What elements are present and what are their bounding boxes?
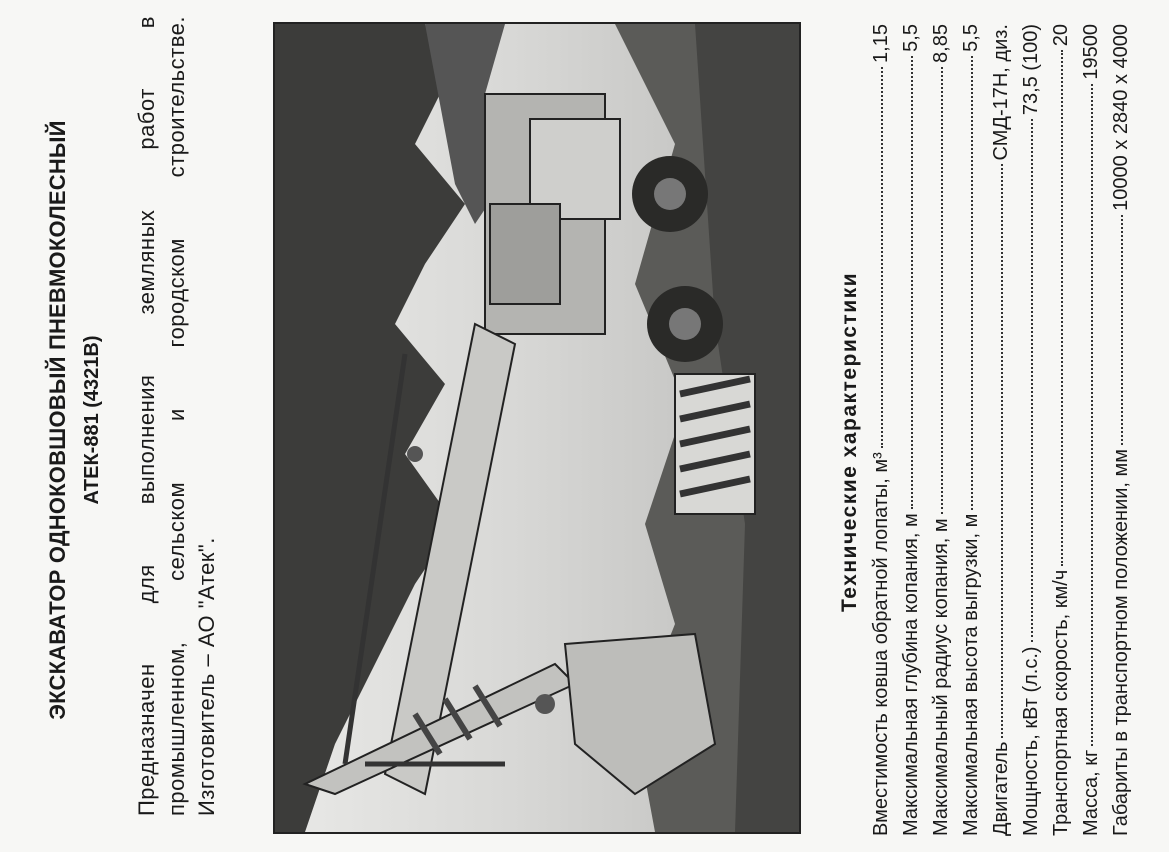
spec-label: Вместимость ковша обратной лопаты, м³ <box>870 452 892 836</box>
spec-row <box>990 24 1020 836</box>
spec-value: 5,5 <box>900 24 922 52</box>
spec-row <box>1020 24 1050 836</box>
spec-label: Максимальная высота выгрузки, м <box>960 513 982 836</box>
spec-label: Масса, кг <box>1080 749 1102 836</box>
spec-label: Габариты в транспортном положении, мм <box>1110 448 1132 836</box>
spec-row <box>1080 24 1110 836</box>
specs-heading: Технические характеристики <box>838 271 861 612</box>
spec-label: Двигатель <box>990 741 1012 836</box>
spec-row <box>900 24 930 836</box>
spec-label: Максимальная глубина копания, м <box>900 513 922 836</box>
leader-dots <box>1121 215 1123 445</box>
spec-row <box>960 24 990 836</box>
title-line-1: ЭКСКАВАТОР ОДНОКОВШОВЫЙ ПНЕВМОКОЛЕСНЫЙ <box>45 120 70 720</box>
spec-value: 19500 <box>1080 24 1102 80</box>
spec-value: 5,5 <box>960 24 982 52</box>
spec-value: 73,5 (100) <box>1020 24 1042 116</box>
description-line-1: Предназначен для выполнения земляных работ в <box>134 16 159 816</box>
excavator-photo <box>273 22 801 834</box>
leader-dots <box>1091 84 1093 746</box>
description-line-2: промышленном, сельском и городском строительстве. <box>164 16 189 816</box>
spec-value: СМД-17Н, диз. <box>990 24 1012 161</box>
spec-label: Мощность, кВт (л.с.) <box>1020 646 1042 836</box>
spec-row <box>1110 24 1140 836</box>
document-title <box>40 30 108 810</box>
spec-label: Максимальный радиус копания, м <box>930 518 952 836</box>
spec-row <box>1050 24 1080 836</box>
leader-dots <box>881 67 883 448</box>
spec-row <box>870 24 900 836</box>
spec-value: 10000 x 2840 x 4000 <box>1110 24 1132 211</box>
leader-dots <box>1001 164 1003 737</box>
leader-dots <box>1061 50 1063 566</box>
spec-label: Транспортная скорость, км/ч <box>1050 569 1072 836</box>
leader-dots <box>911 56 913 509</box>
description-line-3: Изготовитель – АО "Атек". <box>194 537 219 816</box>
spec-value: 8,85 <box>930 24 952 63</box>
leader-dots <box>971 56 973 510</box>
title-line-2: АТЕК-881 (4321В) <box>81 335 103 505</box>
spec-row <box>930 24 960 836</box>
spec-value: 20 <box>1050 24 1072 47</box>
leader-dots <box>941 67 943 514</box>
spec-value: 1,15 <box>870 24 892 63</box>
description <box>132 16 222 816</box>
leader-dots <box>1031 119 1033 642</box>
